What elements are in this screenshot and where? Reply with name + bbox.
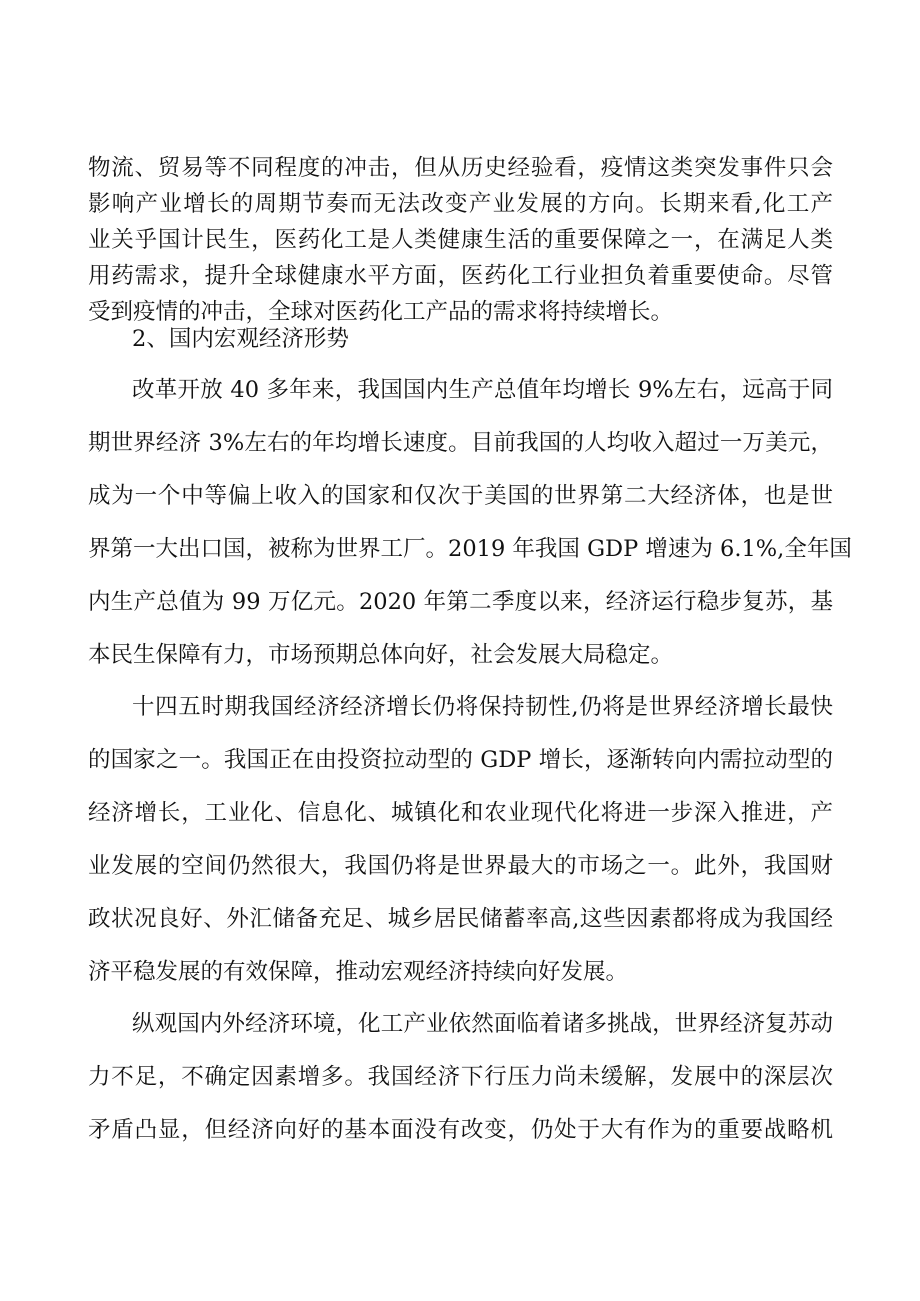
text-line: 界第一大出口国，被称为世界工厂。2019 年我国 GDP 增速为 6.1%,全年国 [88,536,852,562]
text-line: 本民生保障有力，市场预期总体向好，社会发展大局稳定。 [88,642,674,668]
text-line: 力不足，不确定因素增多。我国经济下行压力尚未缓解，发展中的深层次 [88,1064,833,1090]
text-line: 成为一个中等偏上收入的国家和仅次于美国的世界第二大经济体，也是世 [88,483,833,509]
text-line: 十四五时期我国经济经济增长仍将保持韧性,仍将是世界经济增长最快 [132,694,833,720]
text-line: 期世界经济 3%左右的年均增长速度。目前我国的人均收入超过一万美元， [88,430,833,456]
text-line: 影响产业增长的周期节奏而无法改变产业发展的方向。长期来看,化工产 [88,191,833,217]
text-line: 物流、贸易等不同程度的冲击，但从历史经验看，疫情这类突发事件只会 [88,155,833,181]
text-line: 用药需求，提升全球健康水平方面，医药化工行业担负着重要使命。尽管 [88,263,833,289]
text-line: 政状况良好、外汇储备充足、城乡居民储蓄率高,这些因素都将成为我国经 [88,906,833,932]
text-line: 的国家之一。我国正在由投资拉动型的 GDP 增长，逐渐转向内需拉动型的 [88,747,833,773]
section-heading: 2、国内宏观经济形势 [132,326,349,352]
text-line: 纵观国内外经济环境，化工产业依然面临着诸多挑战，世界经济复苏动 [132,1011,833,1037]
text-line: 矛盾凸显，但经济向好的基本面没有改变，仍处于大有作为的重要战略机 [88,1117,833,1143]
text-line: 济平稳发展的有效保障，推动宏观经济持续向好发展。 [88,959,629,985]
text-line: 改革开放 40 多年来，我国国内生产总值年均增长 9%左右，远高于同 [132,377,833,403]
text-line: 受到疫情的冲击，全球对医药化工产品的需求将持续增长。 [88,299,674,325]
text-line: 业关乎国计民生，医药化工是人类健康生活的重要保障之一，在满足人类 [88,227,833,253]
text-line: 业发展的空间仍然很大，我国仍将是世界最大的市场之一。此外，我国财 [88,853,833,879]
text-line: 经济增长，工业化、信息化、城镇化和农业现代化将进一步深入推进，产 [88,800,833,826]
text-line: 内生产总值为 99 万亿元。2020 年第二季度以来，经济运行稳步复苏，基 [88,589,833,615]
